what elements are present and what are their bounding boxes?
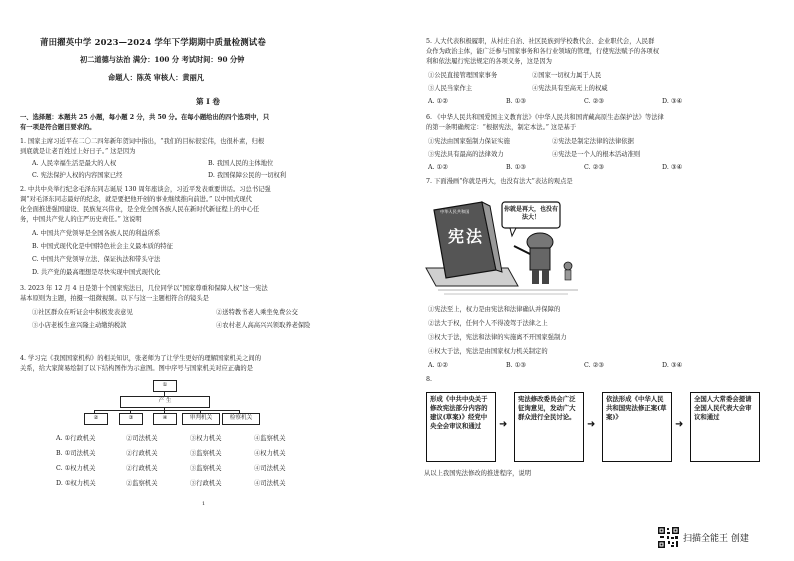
q2-stem-4: 务，中国共产党人的庄严历史责任。” 这说明 [20,216,142,223]
cartoon-speech: 你就是再大，也没有法大！ [504,206,559,221]
q7-option-d: D. ③④ [662,362,683,369]
q4-c-1: C. ①权力机关 [56,465,96,472]
q4-a-3: ③权力机关 [190,435,222,442]
q1-stem-2: 到底就是让老百姓过上好日子。” 这是因为 [20,148,136,155]
qr-code-icon [657,526,680,549]
q4-a-4: ④监察机关 [254,435,286,442]
scanner-brand: 扫描全能王 创建 [683,534,749,544]
q3-item-4: ④农村老人高高兴兴领取养老保险 [216,322,311,329]
q2-stem-3: 化全面推进强国建设、民族复兴伟业，是全党全国各族人民在新时代新征程上的中心任 [20,206,260,213]
arrow-right-icon: ➜ [675,419,684,430]
q7-item-3: ③权大于法，宪法和法律的实施离不开国家强制力 [428,334,567,341]
q8-tail: 从以上我国宪法修改的推进程序，说明 [424,470,532,477]
q4-d-1: D. ①权力机关 [56,480,96,487]
arrow-right-icon: ➜ [499,419,508,430]
q4-b-2: ②行政机关 [126,450,158,457]
q3-item-1: ①社区群众在听证会中积极发表意见 [32,309,133,316]
authors-line: 命题人：陈英 审核人：黄丽凡 [108,73,204,82]
q4-d-2: ②监察机关 [126,480,158,487]
q1-option-d: D. 我国保障公民的一切权利 [208,172,287,179]
q5-option-c: C. ②③ [584,98,604,105]
q6-option-a: A. ①② [428,164,448,171]
q6-stem-1: 6. 《中华人民共和国爱国主义教育法》《中华人民共和国青藏高原生态保护法》等法律 [426,114,664,121]
q6-item-2: ②宪法是制定法律的法律依据 [552,138,634,145]
q2-option-d: D. 共产党的最高理想是尽快实现中国式现代化 [32,269,161,276]
q3-stem-1: 3. 2023 年 12 月 4 日是第十个国家宪法日，几位同学以“国家尊重和保障人权”这一宪法 [20,285,268,292]
q6-option-c: C. ②③ [584,164,604,171]
q7-item-2: ②法大于权，任何个人不得凌驾于法律之上 [428,320,548,327]
q5-option-a: A. ①② [428,98,448,105]
q5-item-4: ④宪法具有至高无上的权威 [532,85,608,92]
exam-title: 莆田擢英中学 2023—2024 学年下学期期中质量检测试卷 [40,37,266,47]
q8-number: 8. [426,376,433,383]
q7-item-1: ①宪法至上，权力是由宪法和法律确认并保障的 [428,306,561,313]
q2-stem-2: 调“对毛泽东同志最好的纪念，就是要把他开创的事业继续推向前进。” 以中国式现代 [20,196,252,203]
q5-item-3: ③人民当家作主 [428,85,473,92]
q7-cartoon [418,190,588,300]
q5-stem-1: 5. 人大代表积极履职，从村庄自治、社区民族到学校教代会、企业职代会，人民群 [426,38,655,45]
q6-option-b: B. ①③ [506,164,526,171]
chart-node-2: ② [84,413,108,425]
page-number: 1 [202,501,206,507]
q6-stem-2: 的第一条明确规定：“根据宪法，制定本法。” 这是基于 [426,124,577,131]
q2-option-c: C. 中国共产党领导立法、保证执法和带头守法 [32,256,161,263]
q3-item-3: ③小店老板生意兴隆主动缴纳税款 [32,322,127,329]
chart-connector [94,410,240,411]
chart-node-3: ③ [119,413,143,425]
q1-option-b: B. 我国人民的主体地位 [208,160,274,167]
section-title: 第 Ⅰ 卷 [196,97,221,106]
arrow-right-icon: ➜ [587,419,596,430]
chart-node-middle: 产 生 [120,396,210,408]
cartoon-illustration [418,190,588,300]
instructions-line-2: 有一项是符合题目要求的。 [20,124,96,131]
chart-node-top: ① [153,380,177,392]
q1-option-a: A. 人民幸福生活是最大的人权 [32,160,117,167]
q7-option-c: C. ②③ [584,362,604,369]
q7-option-b: B. ①③ [506,362,526,369]
cartoon-book-title: 宪法 [448,227,485,246]
q6-option-d: D. ③④ [662,164,683,171]
q7-stem: 7. 下面漫画“你就是再大，也没有法大”表达的观点是 [426,178,573,185]
q5-item-2: ②国家一切权力属于人民 [532,72,602,79]
q4-stem-2: 关系，给大家简易绘制了以下结构图作为示意图。图中序号与国家机关对应正确的是 [20,365,253,372]
q5-option-b: B. ①③ [506,98,526,105]
chart-node-4: ④ [153,413,177,425]
q4-b-4: ④权力机关 [254,450,286,457]
flow-step-1: 形成《中共中央关于修改宪法部分内容的建议(草案)》经党中央全会审议和通过 [426,392,496,462]
q4-c-3: ③监察机关 [190,465,222,472]
q4-stem-1: 4. 学习完《我国国家机构》的相关知识，张老师为了让学生更好的理解国家机关之间的 [20,355,261,362]
q2-stem-1: 2. 中共中央举行纪念毛泽东同志诞辰 130 周年座谈会，习近平发表重要讲话。习总书记强 [20,186,271,193]
q6-item-4: ④宪法是一个人的根本活动准则 [552,151,641,158]
q4-c-4: ④司法机关 [254,465,286,472]
chart-node-court: 审判机关 [182,413,220,425]
q6-item-1: ①宪法由国家强制力保证实施 [428,138,510,145]
subject-line: 初二道德与法治 满分：100 分 考试时间：90 分钟 [80,55,245,64]
q1-stem-1: 1. 国家主席习近平在二〇二四年新年贺词中指出，“我们的目标很宏伟，也很朴素，归根 [20,138,265,145]
q1-option-c: C. 宪法保护人权的内容国家已经 [32,172,123,179]
q5-option-d: D. ③④ [662,98,683,105]
flow-step-3: 依法形成《中华人民共和国宪法修正案(草案)》 [602,392,672,462]
q6-item-3: ③宪法具有最高的法律效力 [428,151,504,158]
flow-step-4: 全国人大常委会提请全国人民代表大会审议和通过 [690,392,760,462]
flow-step-2: 宪法修改委员会广泛征询意见，发动广大群众进行全民讨论。 [514,392,584,462]
q4-c-2: ②行政机关 [126,465,158,472]
q5-stem-2: 众作为政治主体，能广泛参与国家事务和各行业领域的管理，行使宪法赋予的各项权 [426,48,659,55]
q2-option-a: A. 中国共产党领导是全国各族人民的利益所系 [32,230,161,237]
q3-item-2: ②送特教书老人乘坐免费公交 [216,309,298,316]
q3-stem-2: 基本原则为主题，拍摄一组微视频。以下与这一主题相符合的镜头是 [20,295,209,302]
q4-a-2: ②司法机关 [126,435,158,442]
q4-b-3: ③监察机关 [190,450,222,457]
instructions-line-1: 一、选择题：本题共 25 小题，每小题 2 分，共 50 分。在每小题给出的四个选项中，只 [20,114,270,121]
q7-option-a: A. ①② [428,362,448,369]
q4-d-3: ③行政机关 [190,480,222,487]
q2-option-b: B. 中国式现代化是中国特色社会主义最本质的特征 [32,243,173,250]
q4-b-1: B. ①司法机关 [56,450,96,457]
chart-node-procuratorate: 检察机关 [222,413,260,425]
q5-stem-3: 利和依法履行宪法规定的各项义务，这是因为 [426,58,552,65]
q5-item-1: ①公民直接管理国家事务 [428,72,498,79]
q7-item-4: ④权大于法，宪法是由国家权力机关制定的 [428,348,548,355]
cartoon-book-tag: 中华人民共和国 [440,209,470,214]
q4-d-4: ④司法机关 [254,480,286,487]
q4-a-1: A. ①行政机关 [56,435,96,442]
